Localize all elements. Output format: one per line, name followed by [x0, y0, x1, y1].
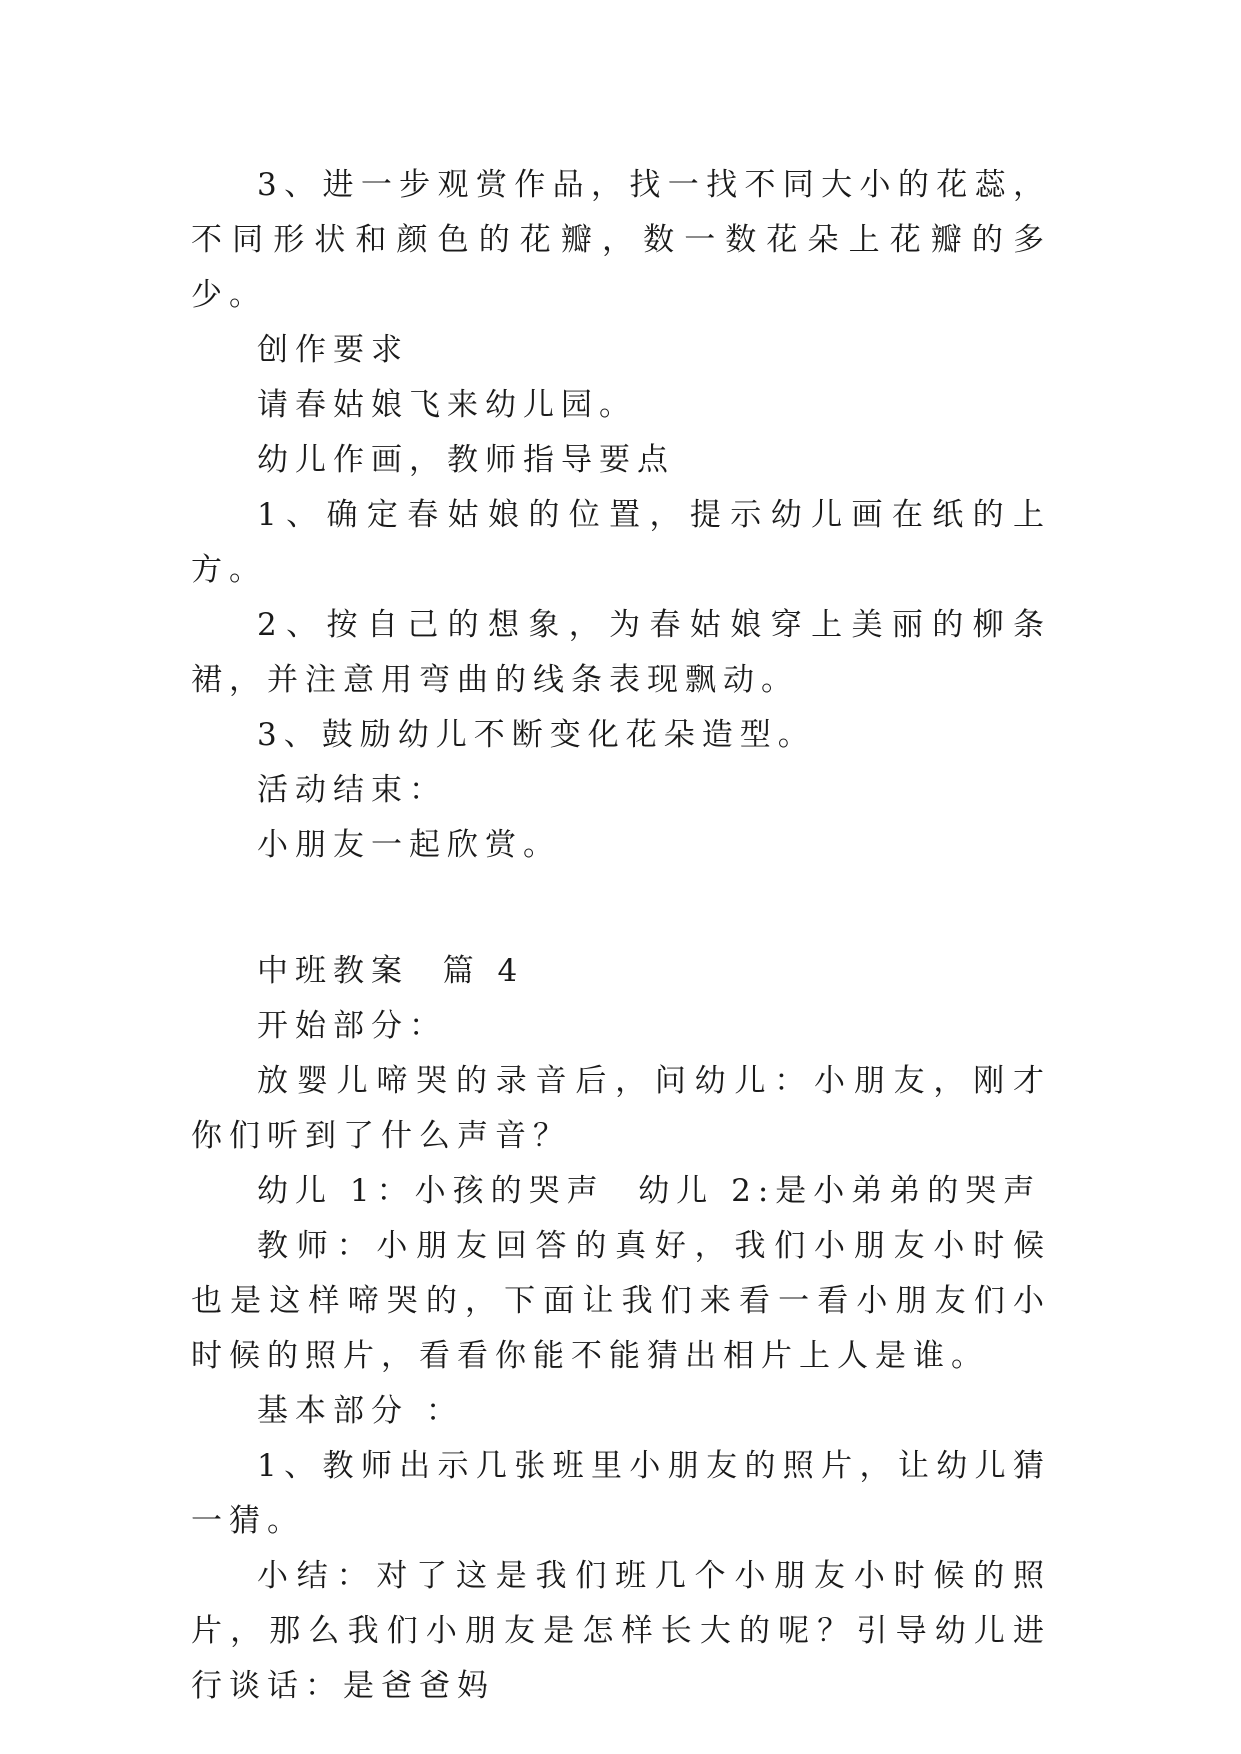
paragraph: 1、确定春姑娘的位置，提示幼儿画在纸的上方。	[191, 497, 1051, 588]
paragraph: 幼儿作画，教师指导要点	[257, 442, 675, 478]
paragraph: 2、按自己的想象，为春姑娘穿上美丽的柳条裙，并注意用弯曲的线条表现飘动。	[191, 607, 1051, 698]
paragraph: 幼儿 1：小孩的哭声 幼儿 2:是小弟弟的哭声	[257, 1173, 1042, 1209]
paragraph: 小结：对了这是我们班几个小朋友小时候的照片，那么我们小朋友是怎样长大的呢？引导幼儿进行谈话：是爸爸妈	[191, 1558, 1051, 1704]
document-page	[191, 158, 1051, 1714]
paragraph: 3、鼓励幼儿不断变化花朵造型。	[257, 717, 816, 753]
paragraph: 小朋友一起欣赏。	[257, 827, 561, 863]
paragraph: 请春姑娘飞来幼儿园。	[257, 387, 637, 423]
blank-spacer	[191, 873, 1051, 944]
paragraph: 活动结束：	[257, 772, 447, 808]
paragraph: 教师：小朋友回答的真好，我们小朋友小时候也是这样啼哭的，下面让我们来看一看小朋友们小时候的照片，看看你能不能猜出相片上人是谁。	[191, 1228, 1051, 1374]
paragraph: 创作要求	[257, 332, 409, 368]
paragraph: 3、进一步观赏作品，找一找不同大小的花蕊，不同形状和颜色的花瓣，数一数花朵上花瓣的多少。	[191, 167, 1051, 313]
paragraph: 1、教师出示几张班里小朋友的照片，让幼儿猜一猜。	[191, 1448, 1051, 1539]
paragraph: 放婴儿啼哭的录音后，问幼儿：小朋友，刚才你们听到了什么声音？	[191, 1063, 1051, 1154]
section-title: 中班教案 篇 4	[257, 953, 525, 989]
paragraph: 开始部分：	[257, 1008, 447, 1044]
paragraph: 基本部分 ：	[257, 1393, 464, 1429]
